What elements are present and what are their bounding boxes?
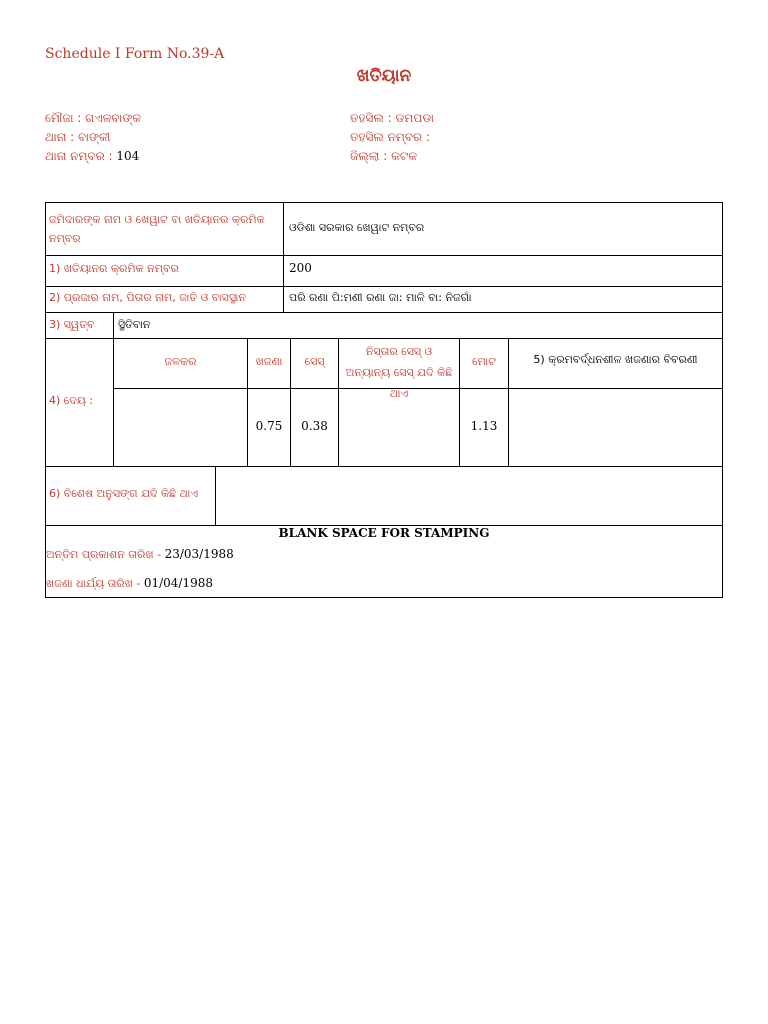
final-publication-label: ଅନ୍ତିମ ପ୍ରକାଶନ ତାରିଖ - [46, 548, 165, 561]
remarks-label: 6) ବିଶେଷ ଅନୁସଙ୍ଗ ଯଦି କିଛି ଥାଏ [49, 487, 199, 500]
cess-value: 0.38 [301, 419, 328, 433]
rent-fixation-line [46, 576, 546, 591]
khatiyan-serial-value: 200 [289, 261, 312, 275]
mouza-value: ଗଏଳବାଙ୍କ [85, 111, 142, 125]
rule-v-label [113, 312, 114, 466]
meta-right [350, 109, 434, 166]
district-line [350, 147, 434, 166]
schedule-label: Schedule I Form No.39-A [45, 46, 225, 62]
tahasil-no-line [350, 128, 434, 147]
mouza-label: ମୌଜା : [45, 111, 86, 125]
rule-h3 [46, 312, 722, 313]
tahasil-label: ତହସିଲ : [350, 111, 396, 125]
district-label: ଜିଲ୍ଲା : [350, 149, 392, 163]
mouza-line [45, 109, 141, 128]
thana-no-value: 104 [116, 149, 140, 163]
total-header: ମୋଟ [472, 355, 496, 368]
khatiyan-table [45, 202, 723, 598]
zamindar-label: ଜମିଦାରଙ୍କ ନାମ ଓ ଖେୱାଟ ବା ଖତିୟାନର କ୍ରମିକ ନମ୍ବର [49, 213, 265, 245]
right-value: ସ୍ଥିତିବାନ [118, 318, 151, 331]
thana-line [45, 128, 141, 147]
right-label: 3) ସ୍ୱତ୍ବ [49, 318, 95, 331]
khajana-header: ଖଜଣା [255, 355, 283, 368]
rule-h1 [46, 255, 722, 256]
rent-fixation-date: 01/04/1988 [143, 576, 214, 590]
rule-v-other [338, 338, 339, 466]
dues-label: 4) ଦେୟ : [49, 394, 94, 407]
thana-no-line [45, 147, 141, 166]
stamp-heading: BLANK SPACE FOR STAMPING [278, 526, 490, 540]
rule-h4 [46, 338, 722, 339]
zamindar-value: ଓଡିଶା ସରକାର ଖେୱାଟ ନମ୍ବର [289, 221, 425, 234]
jalkar-header: ଜଳକର [164, 355, 197, 368]
rent-fixation-label: ଖଜଣା ଧାର୍ଯ୍ୟ ତାରିଖ - [46, 577, 144, 590]
thana-no-label: ଥାନା ନମ୍ବର : [45, 149, 117, 163]
thana-label: ଥାନା : [45, 130, 79, 144]
page-title: ଖତିୟାନ [356, 66, 412, 86]
cess-header: ସେସ୍ [304, 355, 325, 368]
final-publication-date: 23/03/1988 [164, 547, 234, 561]
tenant-value: ପରି ରଣା ପି:ମଣୀ ରଣା ଜା: ମାଳି ବା: ନିଜଗାଁ [289, 291, 472, 304]
final-publication-line [46, 547, 546, 562]
meta-left [45, 109, 141, 166]
tahasil-no-label: ତହସିଲ ନମ୍ବର : [350, 130, 431, 144]
rule-h2 [46, 286, 722, 287]
district-value: କଟକ [391, 149, 418, 163]
rule-v-remarks [215, 466, 216, 525]
rule-h6 [46, 466, 722, 467]
rule-v-main [283, 203, 284, 312]
khajana-value: 0.75 [255, 419, 283, 433]
progressive-header: 5) କ୍ରମବର୍ଦ୍ଧନଶୀଳ ଖଜଣାର ବିବରଣୀ [533, 353, 698, 366]
total-value: 1.13 [470, 419, 498, 433]
thana-value: ବାଙ୍କୀ [78, 130, 111, 144]
other-cess-header: ନିସ୍ତାର ସେସ୍ ଓ ଅନ୍ୟାନ୍ୟ ସେସ୍ ଯଦି କିଛି ଥାଏ [345, 345, 453, 400]
khatiyan-serial-label: 1) ଖତିୟାନର କ୍ରମିକ ନମ୍ବର [49, 262, 179, 275]
tahasil-value: ଡମପଡା [395, 111, 434, 125]
tenant-label: 2) ପ୍ରଜାର ନାମ, ପିତାର ନାମ, ଜାତି ଓ ବାସସ୍ଥାନ [49, 291, 247, 304]
tahasil-line [350, 109, 434, 128]
